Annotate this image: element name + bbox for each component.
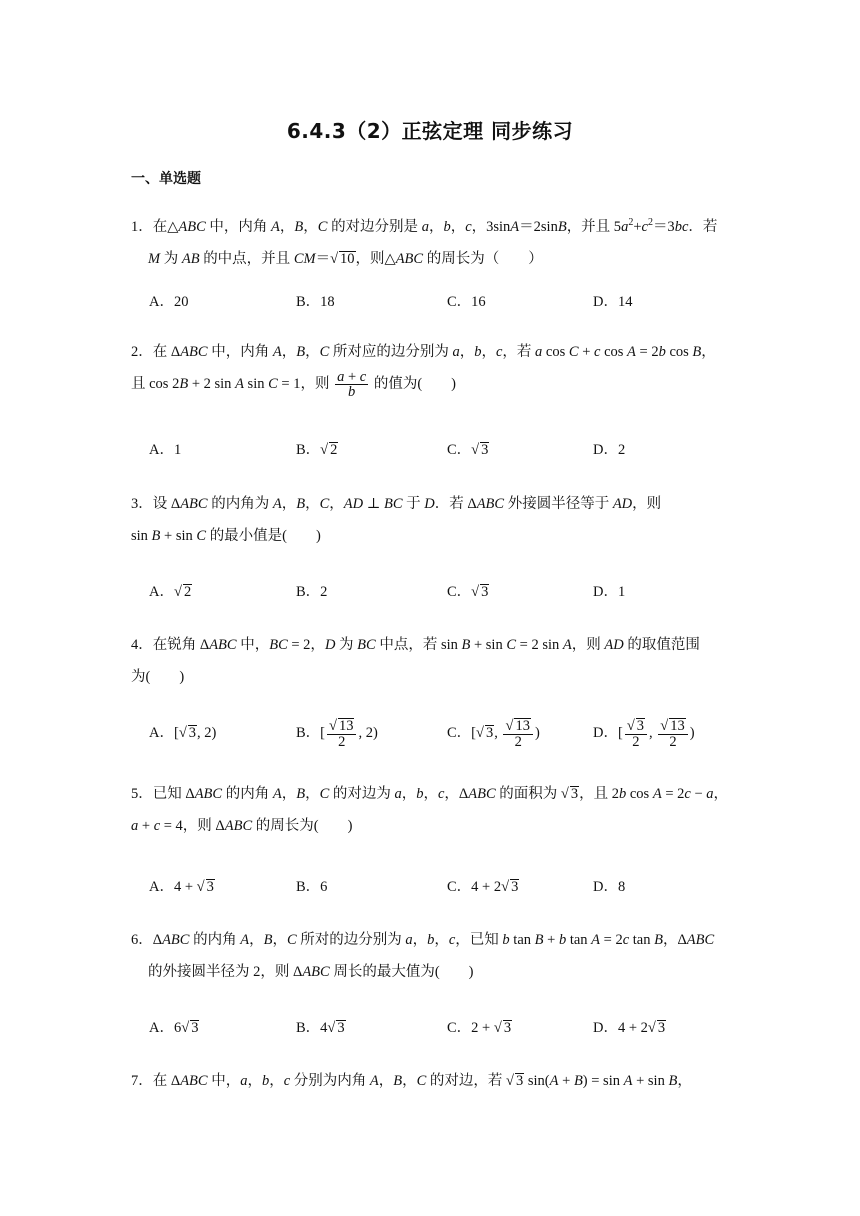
- option-a[interactable]: A．√ 2: [149, 584, 192, 600]
- question-1-options: [149, 286, 749, 318]
- question-3: 3．设 ΔABC 的内角为 A，B，C，AD ⊥ BC 于 D．若 ΔABC 外接圆半径等于 AD，则 sin B + sin C 的最小值是( ): [131, 496, 662, 544]
- option-a[interactable]: A．6√ 3: [149, 1020, 199, 1036]
- question-7: 7．在 ΔABC 中，a，b，c 分别为内角 A，B，C 的对边，若 √ 3 sin(A + B) = sin A + sin B，: [131, 1073, 692, 1089]
- question-5-options: [149, 871, 749, 903]
- option-c[interactable]: C．√ 3: [447, 442, 489, 458]
- option-b[interactable]: B．18: [296, 294, 335, 310]
- option-c[interactable]: C．[√ 3, $\frac{√ 13}{2}$ ): [447, 718, 540, 751]
- option-c[interactable]: C．√ 3: [447, 584, 489, 600]
- option-a[interactable]: A．[√ 3, 2): [149, 725, 217, 741]
- option-b[interactable]: B．√ 2: [296, 442, 338, 458]
- option-b[interactable]: B．6: [296, 879, 328, 895]
- option-c[interactable]: C．16: [447, 294, 486, 310]
- question-1: 1．在△ABC 中，内角 A，B，C 的对边分别是 a，b，c，3sinA＝2sinB，并且 $5a^2+c^2=3bc$．若 M 为 AB 的中点，并且 CM＝√ 10，则△ABC 的周长为（ ）: [131, 217, 718, 267]
- option-a[interactable]: A．4 + √ 3: [149, 879, 214, 895]
- option-c[interactable]: C．4 + 2√ 3: [447, 879, 519, 895]
- option-d[interactable]: D．4 + 2√ 3: [593, 1020, 666, 1036]
- question-4-options: [149, 717, 749, 749]
- option-a[interactable]: A．1: [149, 442, 182, 458]
- option-b[interactable]: B．4√ 3: [296, 1020, 345, 1036]
- page-title: 6.4.3（2）正弦定理 同步练习: [286, 119, 574, 143]
- option-b[interactable]: B．[ $\frac{√ 13}{2}$ , 2): [296, 718, 378, 751]
- question-2: 2．在 ΔABC 中，内角 A，B，C 所对应的边分别为 a，b，c，若 a cos C + c cos A = 2b cos B， 且 cos 2B + 2 sin A sin C = 1，则 $\frac{a + c}{b}$ 的值为( ): [131, 344, 716, 401]
- question-5: 5．已知 ΔABC 的内角 A，B，C 的对边为 a，b，c，ΔABC 的面积为 √ 3，且 2b cos A = 2c − a， a + c = 4，则 ΔABC 的周长为( ): [131, 786, 728, 834]
- option-a[interactable]: A．20: [149, 294, 189, 310]
- option-d[interactable]: D．[ $\frac{√ 3}{2}$ , $\frac{√ 13}{2}$ ): [593, 718, 695, 751]
- question-6: 6．ΔABC 的内角 A，B，C 所对的边分别为 a，b，c，已知 b tan B + b tan A = 2c tan B，ΔABC 的外接圆半径为 2，则 ΔABC 周长的最大值为( ): [131, 932, 715, 980]
- section-heading: 一、单选题: [131, 171, 201, 187]
- option-d[interactable]: D．14: [593, 294, 633, 310]
- question-3-options: [149, 576, 749, 608]
- question-2-options: [149, 434, 749, 466]
- question-6-options: [149, 1012, 749, 1044]
- option-d[interactable]: D．1: [593, 584, 626, 600]
- option-b[interactable]: B．2: [296, 584, 328, 600]
- option-d[interactable]: D．8: [593, 879, 626, 895]
- option-d[interactable]: D．2: [593, 442, 626, 458]
- option-c[interactable]: C．2 + √ 3: [447, 1020, 512, 1036]
- question-4: 4．在锐角 ΔABC 中，BC = 2，D 为 BC 中点，若 sin B + sin C = 2 sin A，则 AD 的取值范围 为( ): [131, 637, 700, 685]
